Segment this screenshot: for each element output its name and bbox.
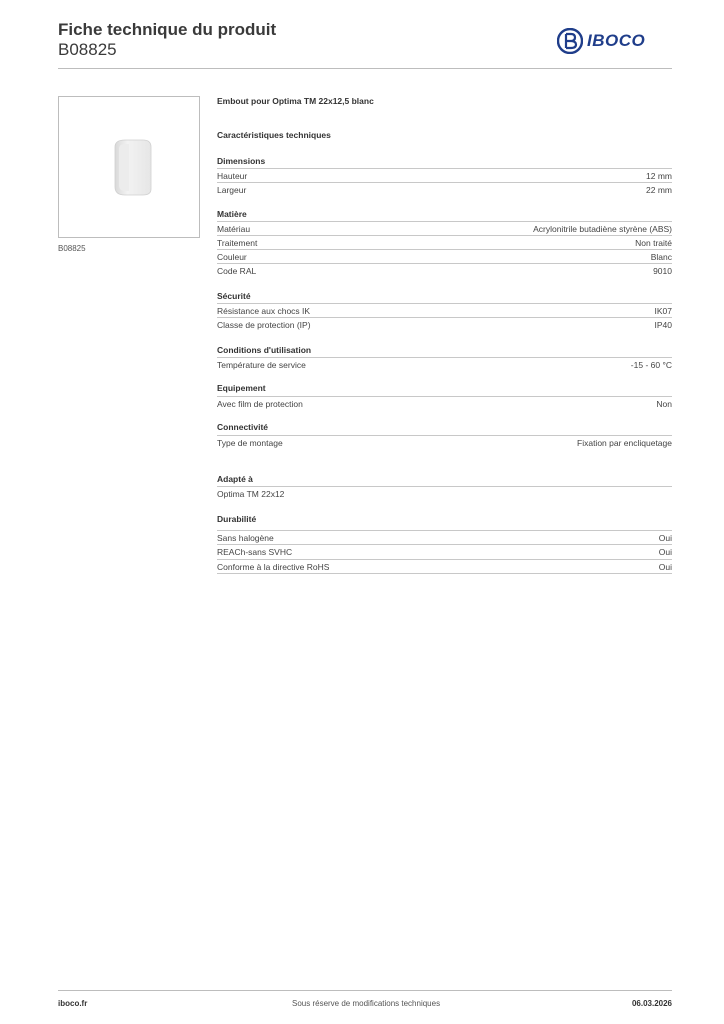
spec-row	[217, 221, 672, 235]
footer-disclaimer: Sous réserve de modifications techniques	[292, 999, 441, 1008]
spec-label: Résistance aux chocs IK	[217, 305, 311, 316]
spec-label: REACh-sans SVHC	[217, 546, 293, 557]
spec-value: Oui	[658, 561, 672, 572]
spec-label: Matériau	[217, 223, 251, 234]
spec-label: Optima TM 22x12	[217, 488, 285, 499]
section-title-connectivite: Connectivité	[217, 422, 269, 432]
section-title-adapte: Adapté à	[217, 474, 253, 484]
spec-row	[217, 544, 672, 558]
spec-row	[217, 530, 672, 544]
logo-wordmark: IBOCO	[587, 31, 646, 50]
spec-value: Blanc	[650, 251, 672, 262]
spec-value: -15 - 60 °C	[630, 359, 672, 370]
product-image-frame	[58, 96, 200, 238]
product-code: B08825	[58, 40, 117, 59]
product-image	[59, 97, 199, 237]
spec-row	[217, 303, 672, 317]
spec-row	[217, 235, 672, 249]
section-title-conditions: Conditions d'utilisation	[217, 345, 312, 355]
spec-label: Température de service	[217, 359, 306, 370]
spec-row	[217, 249, 672, 263]
spec-value: 9010	[653, 265, 672, 276]
spec-label: Classe de protection (IP)	[217, 319, 311, 330]
section-title-dimensions: Dimensions	[217, 156, 266, 166]
image-caption: B08825	[58, 244, 86, 253]
spec-row	[217, 263, 672, 277]
spec-row	[217, 182, 672, 196]
spec-heading: Caractéristiques techniques	[217, 130, 331, 140]
spec-label: Traitement	[217, 237, 258, 248]
footer-date: 06.03.2026	[631, 999, 672, 1008]
iboco-logo-icon	[557, 28, 583, 54]
spec-value: 22 mm	[646, 184, 672, 195]
spec-label: Largeur	[217, 184, 247, 195]
section-title-matiere: Matière	[217, 209, 247, 219]
spec-label: Avec film de protection	[217, 398, 303, 409]
spec-label: Type de montage	[217, 437, 283, 448]
spec-row	[217, 317, 672, 331]
spec-label: Sans halogène	[217, 532, 274, 543]
spec-label: Code RAL	[217, 265, 257, 276]
section-title-durabilite: Durabilité	[217, 514, 257, 524]
spec-row	[217, 396, 672, 410]
spec-value: Non	[656, 398, 672, 409]
spec-value: 12 mm	[646, 170, 672, 181]
spec-value: IK07	[654, 305, 672, 316]
brand-logo	[557, 28, 645, 54]
product-name: Embout pour Optima TM 22x12,5 blanc	[217, 96, 374, 106]
spec-row	[217, 357, 672, 371]
footer-website: iboco.fr	[58, 999, 88, 1008]
footer-divider	[58, 990, 672, 991]
spec-value: Fixation par encliquetage	[577, 437, 672, 448]
spec-label: Hauteur	[217, 170, 248, 181]
spec-label: Conforme à la directive RoHS	[217, 561, 330, 572]
spec-value: Acrylonitrile butadiène styrène (ABS)	[533, 223, 672, 234]
section-title-equipement: Equipement	[217, 383, 266, 393]
page-title: Fiche technique du produit	[58, 20, 277, 39]
spec-row	[217, 486, 672, 500]
spec-label: Couleur	[217, 251, 247, 262]
spec-row	[217, 435, 672, 449]
header-divider	[58, 68, 672, 69]
spec-value: Oui	[658, 532, 672, 543]
spec-row	[217, 559, 672, 574]
spec-value: Non traité	[635, 237, 672, 248]
section-title-securite: Sécurité	[217, 291, 251, 301]
spec-value: IP40	[654, 319, 672, 330]
spec-row	[217, 168, 672, 182]
spec-value: Oui	[658, 546, 672, 557]
